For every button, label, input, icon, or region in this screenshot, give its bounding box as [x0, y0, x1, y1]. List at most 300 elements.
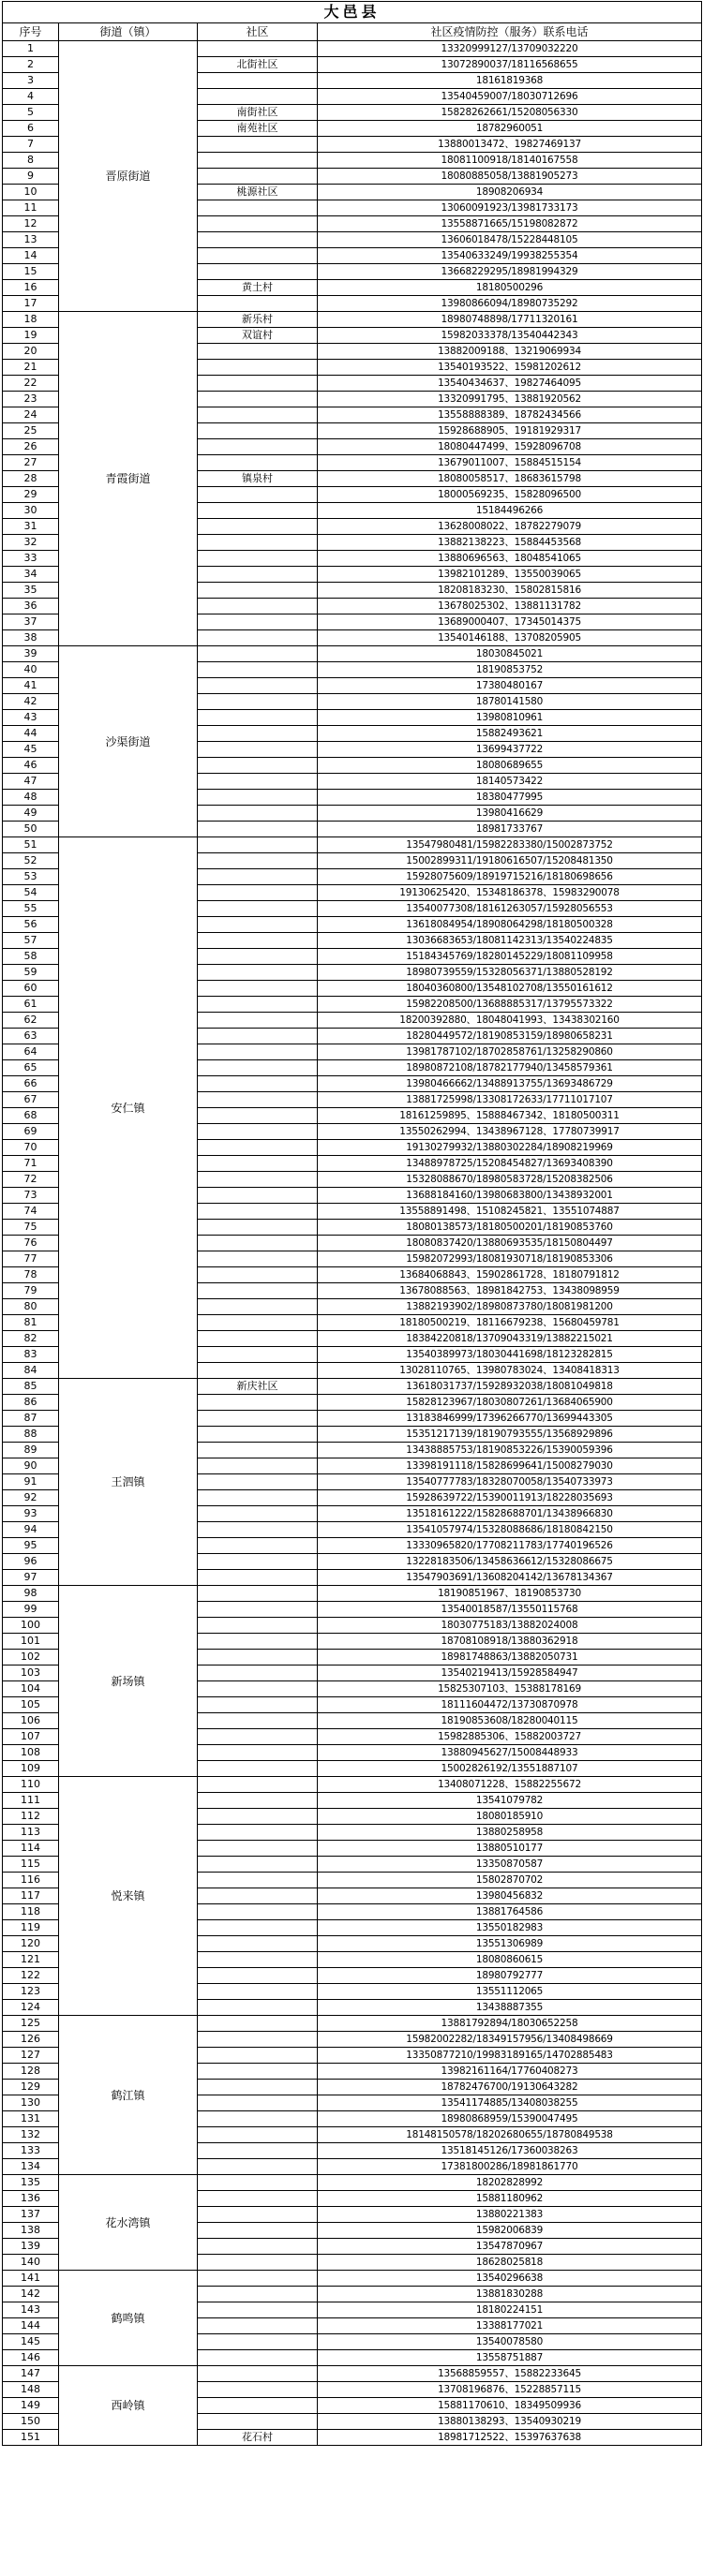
row-index: 80 — [3, 1299, 59, 1315]
contact-phone: 15351217139/18190793555/13568929896 — [318, 1427, 702, 1443]
contact-phone: 18161819368 — [318, 73, 702, 89]
community-name — [198, 2207, 318, 2223]
row-index: 17 — [3, 296, 59, 312]
row-index: 106 — [3, 1713, 59, 1729]
contact-phone: 17381800286/18981861770 — [318, 2159, 702, 2175]
community-name — [198, 1363, 318, 1379]
community-name — [198, 933, 318, 949]
row-index: 133 — [3, 2143, 59, 2159]
community-name — [198, 89, 318, 105]
community-name — [198, 535, 318, 551]
row-index: 128 — [3, 2064, 59, 2080]
contact-phone: 18780141580 — [318, 694, 702, 710]
contact-phone: 15982208500/13688885317/13795573322 — [318, 997, 702, 1013]
row-index: 100 — [3, 1618, 59, 1634]
row-index: 48 — [3, 790, 59, 806]
row-index: 34 — [3, 567, 59, 583]
community-name: 新庆社区 — [198, 1379, 318, 1395]
contact-phone: 15982006839 — [318, 2223, 702, 2239]
community-name: 桃源社区 — [198, 185, 318, 200]
contact-phone: 18080185910 — [318, 1809, 702, 1825]
contact-phone: 18140573422 — [318, 774, 702, 790]
contact-phone: 13881764586 — [318, 1904, 702, 1920]
contact-phone: 13550262994、13438967128、17780739917 — [318, 1124, 702, 1140]
row-index: 52 — [3, 853, 59, 869]
community-name — [198, 1204, 318, 1220]
row-index: 101 — [3, 1634, 59, 1650]
contact-phone: 18981712522、15397637638 — [318, 2430, 702, 2446]
contact-phone: 18980739559/15328056371/13880528192 — [318, 965, 702, 981]
community-name — [198, 2239, 318, 2255]
row-index: 47 — [3, 774, 59, 790]
community-name — [198, 1761, 318, 1777]
contact-phone: 15882493621 — [318, 726, 702, 742]
contact-phone: 13541174885/13408038255 — [318, 2095, 702, 2111]
contact-phone: 19130625420、15348186378、15983290078 — [318, 885, 702, 901]
community-name — [198, 774, 318, 790]
contact-phone: 13678025302、13881131782 — [318, 599, 702, 614]
row-index: 75 — [3, 1220, 59, 1236]
row-index: 4 — [3, 89, 59, 105]
community-name — [198, 981, 318, 997]
community-name — [198, 837, 318, 853]
row-index: 143 — [3, 2302, 59, 2318]
community-name — [198, 2064, 318, 2080]
community-name — [198, 2350, 318, 2366]
contact-phone: 19130279932/13880302284/18908219969 — [318, 1140, 702, 1156]
community-name: 北街社区 — [198, 57, 318, 73]
contact-phone: 18190853752 — [318, 662, 702, 678]
community-name — [198, 1920, 318, 1936]
contact-phone: 15982885306、15882003727 — [318, 1729, 702, 1745]
table-row — [3, 837, 702, 853]
community-name — [198, 1968, 318, 1984]
row-index: 98 — [3, 1586, 59, 1602]
row-index: 135 — [3, 2175, 59, 2191]
community-name — [198, 1220, 318, 1236]
table-row — [3, 312, 702, 328]
contact-phone: 13880221383 — [318, 2207, 702, 2223]
row-index: 94 — [3, 1522, 59, 1538]
community-name — [198, 1793, 318, 1809]
community-name — [198, 1952, 318, 1968]
community-name — [198, 1650, 318, 1666]
contact-phone: 13540077308/18161263057/15928056553 — [318, 901, 702, 917]
contact-phone: 13618031737/15928932038/18081049818 — [318, 1379, 702, 1395]
contact-phone: 13540146188、13708205905 — [318, 630, 702, 646]
row-index: 132 — [3, 2127, 59, 2143]
table-body — [3, 41, 702, 2446]
community-name — [198, 1060, 318, 1076]
contact-phone: 13547870967 — [318, 2239, 702, 2255]
table-row — [3, 2175, 702, 2191]
row-index: 45 — [3, 742, 59, 758]
contact-phone: 18908206934 — [318, 185, 702, 200]
street-name: 鹤江镇 — [59, 2016, 198, 2175]
community-name — [198, 1825, 318, 1841]
community-name — [198, 2382, 318, 2398]
contact-phone: 15928688905、19181929317 — [318, 423, 702, 439]
header-index: 序号 — [3, 23, 59, 41]
community-name: 花石村 — [198, 2430, 318, 2446]
contact-phone: 13882138223、15884453568 — [318, 535, 702, 551]
row-index: 14 — [3, 248, 59, 264]
row-index: 5 — [3, 105, 59, 121]
row-index: 57 — [3, 933, 59, 949]
street-name: 西岭镇 — [59, 2366, 198, 2446]
row-index: 76 — [3, 1236, 59, 1251]
row-index: 113 — [3, 1825, 59, 1841]
community-name — [198, 2080, 318, 2095]
row-index: 8 — [3, 153, 59, 169]
contact-phone: 13980810961 — [318, 710, 702, 726]
row-index: 26 — [3, 439, 59, 455]
row-index: 88 — [3, 1427, 59, 1443]
community-name — [198, 678, 318, 694]
community-name — [198, 376, 318, 392]
table-row — [3, 2366, 702, 2382]
header-phone: 社区疫情防控（服务）联系电话 — [318, 23, 702, 41]
row-index: 71 — [3, 1156, 59, 1172]
community-name — [198, 567, 318, 583]
contact-phone: 13618084954/18908064298/18180500328 — [318, 917, 702, 933]
row-index: 151 — [3, 2430, 59, 2446]
community-name — [198, 169, 318, 185]
community-name — [198, 1411, 318, 1427]
community-name — [198, 2127, 318, 2143]
community-name — [198, 1857, 318, 1873]
contact-phone: 13488978725/15208454827/13693408390 — [318, 1156, 702, 1172]
contact-phone: 18190853608/18280040115 — [318, 1713, 702, 1729]
contact-phone: 18040360800/13548102708/13550161612 — [318, 981, 702, 997]
community-name — [198, 1681, 318, 1697]
community-name — [198, 694, 318, 710]
community-name — [198, 2048, 318, 2064]
community-name — [198, 1299, 318, 1315]
contact-phone: 15002899311/19180616507/15208481350 — [318, 853, 702, 869]
community-name — [198, 1108, 318, 1124]
row-index: 29 — [3, 487, 59, 503]
community-name — [198, 726, 318, 742]
community-name — [198, 917, 318, 933]
community-name: 黄土村 — [198, 280, 318, 296]
contact-phone: 18180224151 — [318, 2302, 702, 2318]
row-index: 89 — [3, 1443, 59, 1458]
community-name — [198, 1586, 318, 1602]
community-name — [198, 407, 318, 423]
row-index: 119 — [3, 1920, 59, 1936]
contact-phone: 13541057974/15328088686/18180842150 — [318, 1522, 702, 1538]
contact-phone: 13350870587 — [318, 1857, 702, 1873]
contact-phone: 15928075609/18919715216/18180698656 — [318, 869, 702, 885]
table-row — [3, 646, 702, 662]
community-name — [198, 137, 318, 153]
row-index: 24 — [3, 407, 59, 423]
community-name — [198, 1602, 318, 1618]
contact-phone: 13558888389、18782434566 — [318, 407, 702, 423]
community-name — [198, 853, 318, 869]
community-name — [198, 614, 318, 630]
contact-phone: 13228183506/13458636612/15328086675 — [318, 1554, 702, 1570]
contact-phone: 13568859557、15882233645 — [318, 2366, 702, 2382]
contact-phone: 18190851967、18190853730 — [318, 1586, 702, 1602]
contact-phone: 13551112065 — [318, 1984, 702, 2000]
community-name — [198, 2318, 318, 2334]
contact-phone: 18782476700/19130643282 — [318, 2080, 702, 2095]
contact-phone: 13028110765、13980783024、13408418313 — [318, 1363, 702, 1379]
row-index: 91 — [3, 1474, 59, 1490]
row-index: 73 — [3, 1188, 59, 1204]
community-name — [198, 360, 318, 376]
row-index: 105 — [3, 1697, 59, 1713]
row-index: 61 — [3, 997, 59, 1013]
contact-phone: 18981748863/13882050731 — [318, 1650, 702, 1666]
contact-phone: 13540193522、15981202612 — [318, 360, 702, 376]
contact-phone: 13183846999/17396266770/13699443305 — [318, 1411, 702, 1427]
row-index: 83 — [3, 1347, 59, 1363]
contact-phone: 15002826192/13551887107 — [318, 1761, 702, 1777]
community-name — [198, 1809, 318, 1825]
row-index: 122 — [3, 1968, 59, 1984]
row-index: 51 — [3, 837, 59, 853]
row-index: 118 — [3, 1904, 59, 1920]
contact-phone: 18080689655 — [318, 758, 702, 774]
contact-phone: 13882193902/18980873780/18081981200 — [318, 1299, 702, 1315]
row-index: 13 — [3, 232, 59, 248]
community-name — [198, 344, 318, 360]
community-name — [198, 2032, 318, 2048]
contact-phone: 13880013472、19827469137 — [318, 137, 702, 153]
row-index: 148 — [3, 2382, 59, 2398]
contact-phone: 13350877210/19983189165/14702885483 — [318, 2048, 702, 2064]
row-index: 79 — [3, 1283, 59, 1299]
row-index: 59 — [3, 965, 59, 981]
contact-phone: 13980456832 — [318, 1888, 702, 1904]
contact-phone: 13330965820/17708211783/17740196526 — [318, 1538, 702, 1554]
community-name — [198, 1904, 318, 1920]
row-index: 104 — [3, 1681, 59, 1697]
row-index: 60 — [3, 981, 59, 997]
row-index: 147 — [3, 2366, 59, 2382]
contact-phone: 13518145126/17360038263 — [318, 2143, 702, 2159]
community-name — [198, 662, 318, 678]
community-name — [198, 551, 318, 567]
contact-phone: 18080058517、18683615798 — [318, 471, 702, 487]
row-index: 95 — [3, 1538, 59, 1554]
row-index: 41 — [3, 678, 59, 694]
contact-phone: 13540296638 — [318, 2271, 702, 2287]
community-name — [198, 503, 318, 519]
community-name — [198, 248, 318, 264]
row-index: 137 — [3, 2207, 59, 2223]
community-name — [198, 1888, 318, 1904]
contact-phone: 18628025818 — [318, 2255, 702, 2271]
contact-phone: 13628008022、18782279079 — [318, 519, 702, 535]
contact-phone: 18980868959/15390047495 — [318, 2111, 702, 2127]
community-name — [198, 2414, 318, 2430]
contact-phone: 18030775183/13882024008 — [318, 1618, 702, 1634]
row-index: 130 — [3, 2095, 59, 2111]
contact-phone: 15828123967/18030807261/13684065900 — [318, 1395, 702, 1411]
contact-phone: 18080837420/13880693535/18150804497 — [318, 1236, 702, 1251]
community-name — [198, 200, 318, 216]
row-index: 54 — [3, 885, 59, 901]
community-name — [198, 869, 318, 885]
community-name — [198, 2287, 318, 2302]
table-row — [3, 1586, 702, 1602]
row-index: 123 — [3, 1984, 59, 2000]
community-name — [198, 1474, 318, 1490]
community-name — [198, 1140, 318, 1156]
contact-phone: 13881830288 — [318, 2287, 702, 2302]
community-name — [198, 1395, 318, 1411]
community-name — [198, 1841, 318, 1857]
contact-phone: 13540777783/18328070058/13540733973 — [318, 1474, 702, 1490]
row-index: 19 — [3, 328, 59, 344]
row-index: 38 — [3, 630, 59, 646]
contact-phone: 18080885058/13881905273 — [318, 169, 702, 185]
contact-phone: 18981733767 — [318, 822, 702, 837]
table-title: 大邑县 — [3, 2, 702, 23]
row-index: 125 — [3, 2016, 59, 2032]
community-name — [198, 2143, 318, 2159]
contact-phone: 13880696563、18048541065 — [318, 551, 702, 567]
community-name — [198, 822, 318, 837]
contact-phone: 13980416629 — [318, 806, 702, 822]
contact-phone: 15825307103、15388178169 — [318, 1681, 702, 1697]
row-index: 53 — [3, 869, 59, 885]
community-name — [198, 1522, 318, 1538]
contact-phone: 13541079782 — [318, 1793, 702, 1809]
contact-phone: 15881170610、18349509936 — [318, 2398, 702, 2414]
community-name: 新乐村 — [198, 312, 318, 328]
community-name — [198, 2223, 318, 2239]
contact-phone: 18030845021 — [318, 646, 702, 662]
community-name — [198, 1634, 318, 1650]
street-name: 鹤鸣镇 — [59, 2271, 198, 2366]
community-name — [198, 2334, 318, 2350]
row-index: 131 — [3, 2111, 59, 2127]
community-name — [198, 216, 318, 232]
community-name — [198, 1506, 318, 1522]
contact-phone: 18208183230、15802815816 — [318, 583, 702, 599]
row-index: 78 — [3, 1267, 59, 1283]
row-index: 62 — [3, 1013, 59, 1029]
row-index: 109 — [3, 1761, 59, 1777]
community-name — [198, 153, 318, 169]
community-name — [198, 885, 318, 901]
community-name — [198, 901, 318, 917]
contact-phone: 15184496266 — [318, 503, 702, 519]
contact-phone: 13540389973/18030441698/18123282815 — [318, 1347, 702, 1363]
table-row — [3, 1777, 702, 1793]
row-index: 115 — [3, 1857, 59, 1873]
row-index: 11 — [3, 200, 59, 216]
row-index: 58 — [3, 949, 59, 965]
community-name — [198, 1251, 318, 1267]
row-index: 20 — [3, 344, 59, 360]
contact-phone: 13408071228、15882255672 — [318, 1777, 702, 1793]
row-index: 84 — [3, 1363, 59, 1379]
contact-phone: 13547980481/15982283380/15002873752 — [318, 837, 702, 853]
row-index: 97 — [3, 1570, 59, 1586]
contact-phone: 13518161222/15828688701/13438966830 — [318, 1506, 702, 1522]
community-name — [198, 1618, 318, 1634]
row-index: 10 — [3, 185, 59, 200]
row-index: 150 — [3, 2414, 59, 2430]
community-name — [198, 73, 318, 89]
contact-phone: 13708196876、15228857115 — [318, 2382, 702, 2398]
row-index: 129 — [3, 2080, 59, 2095]
contact-phone: 13882009188、13219069934 — [318, 344, 702, 360]
community-name — [198, 599, 318, 614]
contact-phone: 13551306989 — [318, 1936, 702, 1952]
row-index: 36 — [3, 599, 59, 614]
row-index: 124 — [3, 2000, 59, 2016]
table-row — [3, 1379, 702, 1395]
contact-phone: 13072890037/18116568655 — [318, 57, 702, 73]
row-index: 111 — [3, 1793, 59, 1809]
community-name — [198, 1745, 318, 1761]
contact-phone: 13540633249/19938255354 — [318, 248, 702, 264]
street-name: 青霞街道 — [59, 312, 198, 646]
contact-phone: 15982002282/18349157956/13408498669 — [318, 2032, 702, 2048]
row-index: 37 — [3, 614, 59, 630]
community-name — [198, 1172, 318, 1188]
contact-phone: 15828262661/15208056330 — [318, 105, 702, 121]
community-name — [198, 1554, 318, 1570]
community-name — [198, 1538, 318, 1554]
row-index: 31 — [3, 519, 59, 535]
row-index: 121 — [3, 1952, 59, 1968]
community-name — [198, 790, 318, 806]
contact-phone: 15982072993/18081930718/18190853306 — [318, 1251, 702, 1267]
community-name — [198, 710, 318, 726]
contact-phone: 15328088670/18980583728/15208382506 — [318, 1172, 702, 1188]
contact-phone: 18161259895、15888467342、18180500311 — [318, 1108, 702, 1124]
contact-phone: 13558871665/15198082872 — [318, 216, 702, 232]
community-name: 双谊村 — [198, 328, 318, 344]
contact-phone: 13880945627/15008448933 — [318, 1745, 702, 1761]
row-index: 72 — [3, 1172, 59, 1188]
community-name: 南街社区 — [198, 105, 318, 121]
community-name — [198, 1713, 318, 1729]
table-row — [3, 2016, 702, 2032]
street-name: 王泗镇 — [59, 1379, 198, 1586]
row-index: 6 — [3, 121, 59, 137]
community-name — [198, 1236, 318, 1251]
row-index: 81 — [3, 1315, 59, 1331]
community-name — [198, 1044, 318, 1060]
row-index: 112 — [3, 1809, 59, 1825]
table-row — [3, 2271, 702, 2287]
community-name — [198, 1936, 318, 1952]
row-index: 2 — [3, 57, 59, 73]
community-name — [198, 455, 318, 471]
contact-phone: 13678088563、18981842753、13438098959 — [318, 1283, 702, 1299]
community-name — [198, 1490, 318, 1506]
contact-phone: 18782960051 — [318, 121, 702, 137]
row-index: 28 — [3, 471, 59, 487]
row-index: 39 — [3, 646, 59, 662]
row-index: 138 — [3, 2223, 59, 2239]
row-index: 74 — [3, 1204, 59, 1220]
community-name — [198, 965, 318, 981]
community-name — [198, 1013, 318, 1029]
row-index: 25 — [3, 423, 59, 439]
contact-phone: 13388177021 — [318, 2318, 702, 2334]
community-name — [198, 1984, 318, 2000]
